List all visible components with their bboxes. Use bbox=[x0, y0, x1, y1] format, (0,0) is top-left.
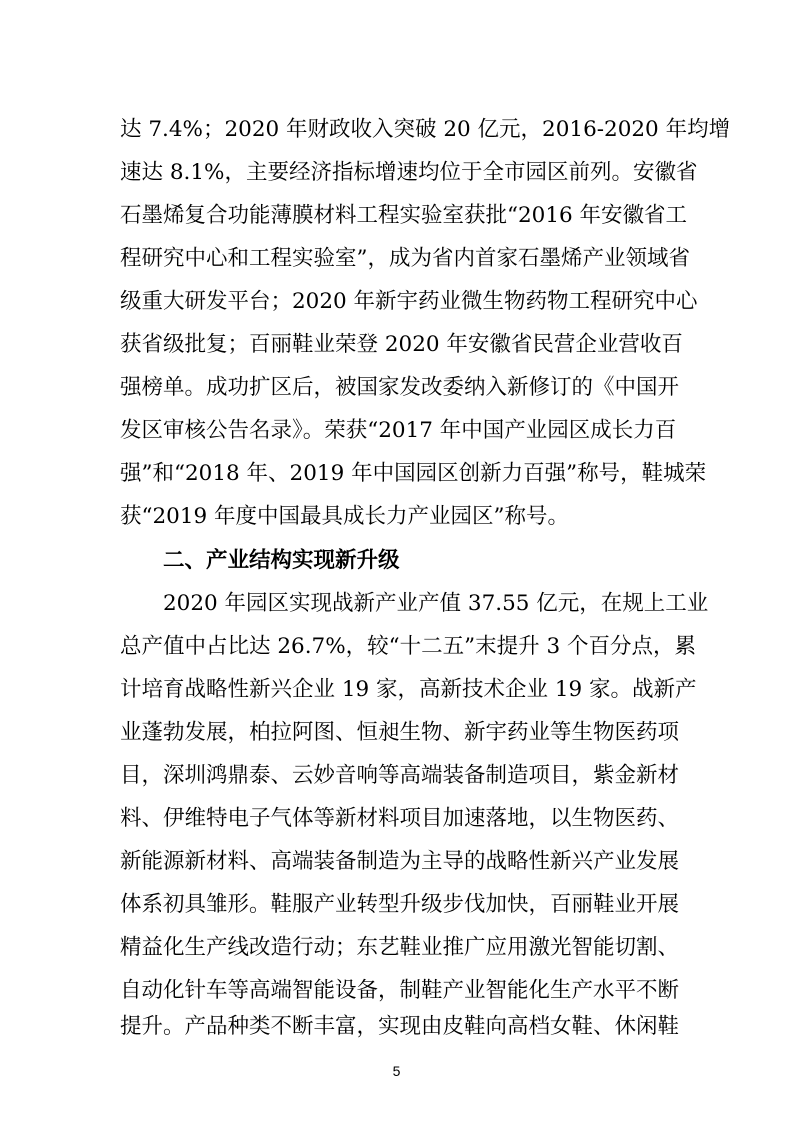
paragraph-line: 新能源新材料、高端装备制造为主导的战略性新兴产业发展 bbox=[120, 849, 680, 874]
paragraph-line: 目，深圳鸿鼎泰、云妙音响等高端装备制造项目，紫金新材 bbox=[120, 763, 680, 788]
paragraph-line: 获省级批复；百丽鞋业荣登 2020 年安徽省民营企业营收百 bbox=[120, 332, 683, 357]
paragraph-line: 精益化生产线改造行动；东艺鞋业推广应用激光智能切割、 bbox=[120, 935, 680, 960]
paragraph-line: 计培育战略性新兴企业 19 家，高新技术企业 19 家。战新产 bbox=[120, 677, 697, 702]
paragraph-line: 发区审核公告名录》。荣获“2017 年中国产业园区成长力百 bbox=[120, 418, 677, 443]
paragraph-line: 达 7.4%；2020 年财政收入突破 20 亿元，2016-2020 年均增 bbox=[120, 117, 731, 142]
page-number: 5 bbox=[392, 1063, 401, 1079]
paragraph-line: 体系初具雏形。鞋服产业转型升级步伐加快，百丽鞋业开展 bbox=[120, 892, 680, 917]
paragraph-line: 2020 年园区实现战新产业产值 37.55 亿元，在规上工业 bbox=[163, 591, 709, 616]
paragraph-line: 程研究中心和工程实验室”，成为省内首家石墨烯产业领域省 bbox=[120, 246, 690, 271]
paragraph-line: 速达 8.1%，主要经济指标增速均位于全市园区前列。安徽省 bbox=[120, 160, 698, 185]
paragraph-line: 获“2019 年度中国最具成长力产业园区”称号。 bbox=[120, 504, 570, 529]
paragraph-line: 料、伊维特电子气体等新材料项目加速落地，以生物医药、 bbox=[120, 806, 680, 831]
paragraph-line: 总产值中占比达 26.7%，较“十二五”末提升 3 个百分点，累 bbox=[120, 634, 696, 659]
paragraph-line: 石墨烯复合功能薄膜材料工程实验室获批“2016 年安徽省工 bbox=[120, 203, 688, 228]
paragraph-line: 强”和“2018 年、2019 年中国园区创新力百强”称号，鞋城荣 bbox=[120, 461, 707, 486]
paragraph-line: 业蓬勃发展，柏拉阿图、恒昶生物、新宇药业等生物医药项 bbox=[120, 720, 680, 745]
paragraph-line: 强榜单。成功扩区后，被国家发改委纳入新修订的《中国开 bbox=[120, 375, 680, 400]
paragraph-line: 自动化针车等高端智能设备，制鞋产业智能化生产水平不断 bbox=[120, 978, 680, 1003]
section-heading: 二、产业结构实现新升级 bbox=[163, 548, 400, 573]
paragraph-line: 级重大研发平台；2020 年新宇药业微生物药物工程研究中心 bbox=[120, 289, 698, 314]
paragraph-line: 提升。产品种类不断丰富，实现由皮鞋向高档女鞋、休闲鞋 bbox=[120, 1014, 680, 1039]
